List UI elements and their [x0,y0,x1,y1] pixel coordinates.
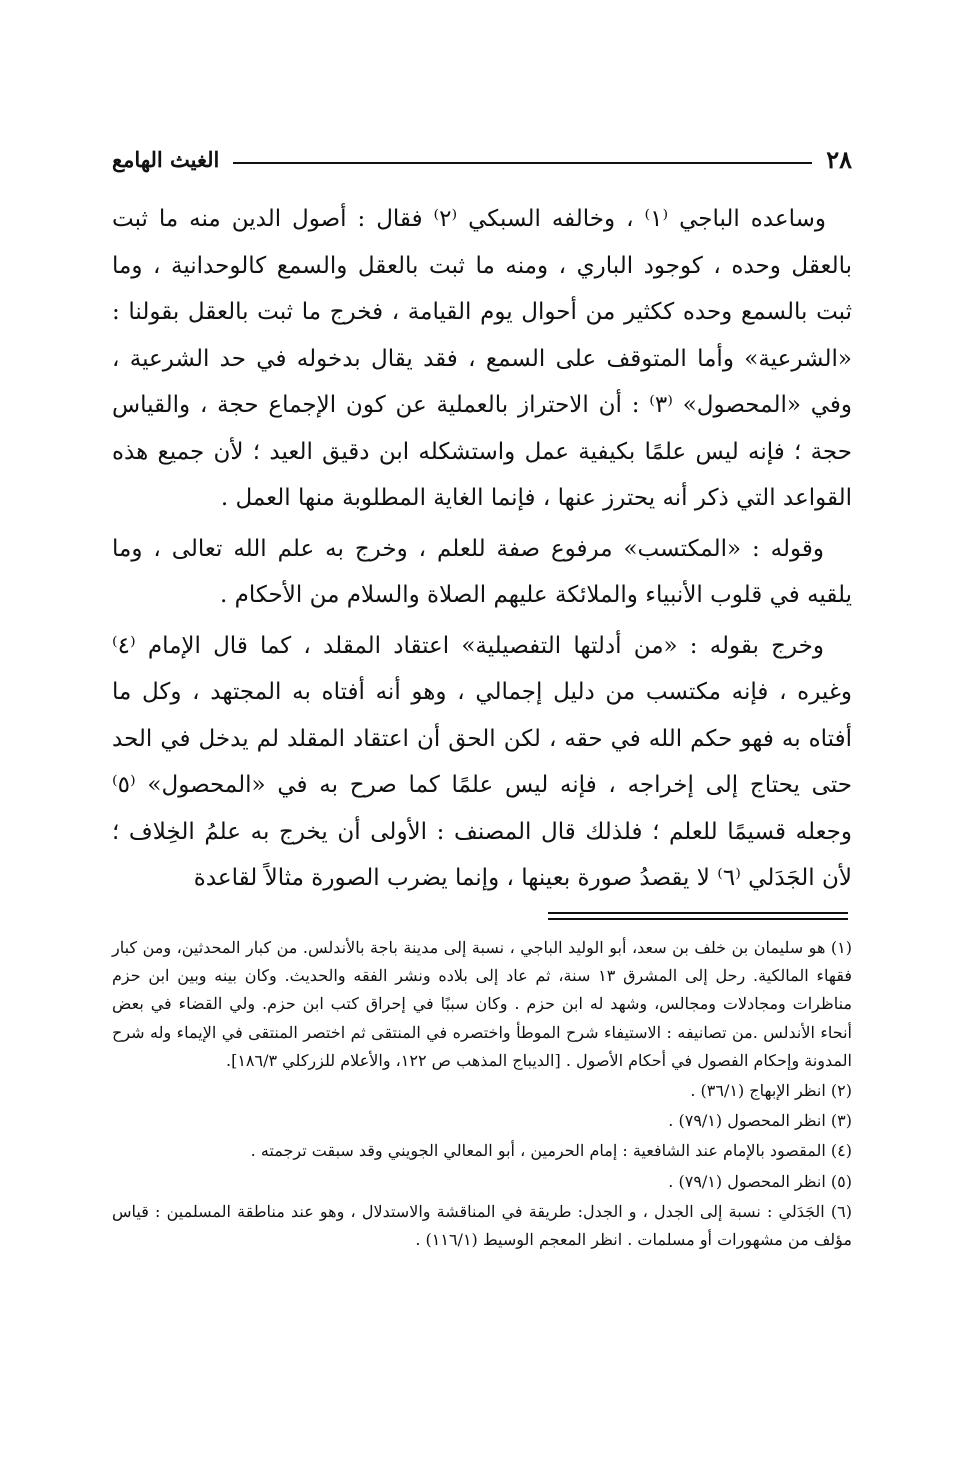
running-title: الغيث الهامع [112,146,220,172]
page-number: ٢٨ [826,144,852,174]
paragraph: وخرج بقوله : «من أدلتها التفصيلية» اعتقاد المقلد ، كما قال الإمام ⁽٤⁾ وغيره ، فإنه مكتسب من دليل إجمالي ، وهو أنه أفتاه به المجتهد ، وكل ما أفتاه به فهو حكم الله في حقه ، لكن الحق أن اعتقاد المقلد لم يدخل في الحد حتى يحتاج إلى إخراجه ، فإنه ليس علمًا كما صرح به في «المحصول» ⁽٥⁾ وجعله قسيمًا للعلم ؛ فلذلك قال المصنف : الأولى أن يخرج به علمُ الخِلاف ؛ لأن الجَدَلي ⁽٦⁾ لا يقصدُ صورة بعينها ، وإنما يضرب الصورة مثالاً لقاعدة [112,632,852,891]
paragraph: وساعده الباجي ⁽١⁾ ، وخالفه السبكي ⁽٢⁾ فقال : أصول الدين منه ما ثبت بالعقل وحده ، كوجود الباري ، ومنه ما ثبت بالعقل والسمع كالوحدانية ، وما ثبت بالسمع وحده ككثير من أحوال يوم القيامة ، فخرج ما ثبت بالعقل بقولنا : «الشرعية» وأما المتوقف على السمع ، فقد يقال بدخوله في حد الشرعية ، وفي «المحصول» ⁽٣⁾ : أن الاحتراز بالعملية عن كون الإجماع حجة ، والقياس حجة ؛ فإنه ليس علمًا بكيفية عمل واستشكله ابن دقيق العيد ؛ لأن جميع هذه القواعد التي ذكر أنه يحترز عنها ، فإنما الغاية المطلوبة منها العمل . [112,206,852,511]
footnotes [112,934,852,1256]
footnote: (٤) المقصود بالإمام عند الشافعية : إمام الحرمين ، أبو المعالي الجويني وقد سبقت ترجمته . [250,1141,852,1161]
footnote: (٢) انظر الإبهاج (٣٦/١) . [690,1081,852,1101]
main-text [112,196,852,906]
footnote: (٥) انظر المحصول (٧٩/١) . [668,1171,852,1191]
footnote: (٣) انظر المحصول (٧٩/١) . [668,1111,852,1131]
paragraph: وقوله : «المكتسب» مرفوع صفة للعلم ، وخرج به علم الله تعالى ، وما يلقيه في قلوب الأنبياء والملائكة عليهم الصلاة والسلام من الأحكام . [112,535,852,608]
footnote: (١) هو سليمان بن خلف بن سعد، أبو الوليد الباجي ، نسبة إلى مدينة باجة بالأندلس. من كبار المحدثين، ومن كبار فقهاء المالكية. رحل إلى المشرق ١٣ سنة، ثم عاد إلى بلاده ونشر الفقه والحديث. وكان بينه وبين ابن حزم مناظرات ومجادلات ومجالس، وشهد له ابن حزم . وكان سببًا في إحراق كتب ابن حزم. ولي القضاء في بعض أنحاء الأندلس .من تصانيفه : الاستيفاء شرح الموطأ واختصره في المنتقى ثم اختصر المنتقى في الإيماء وله شرح المدونة وإحكام الفصول في أحكام الأصول . [الديباج المذهب ص ١٢٢، والأعلام للزركلي ١٨٦/٣]. [112,938,853,1070]
footnote: (٦) الجَدَلي : نسبة إلى الجدل ، و الجدل: طريقة في المناقشة والاستدلال ، وهو عند مناطقة المسلمين : قياس مؤلف من مشهورات أو مسلمات . انظر المعجم الوسيط (١١٦/١) . [112,1201,853,1250]
page-header [112,142,852,176]
header-rule [233,162,812,164]
